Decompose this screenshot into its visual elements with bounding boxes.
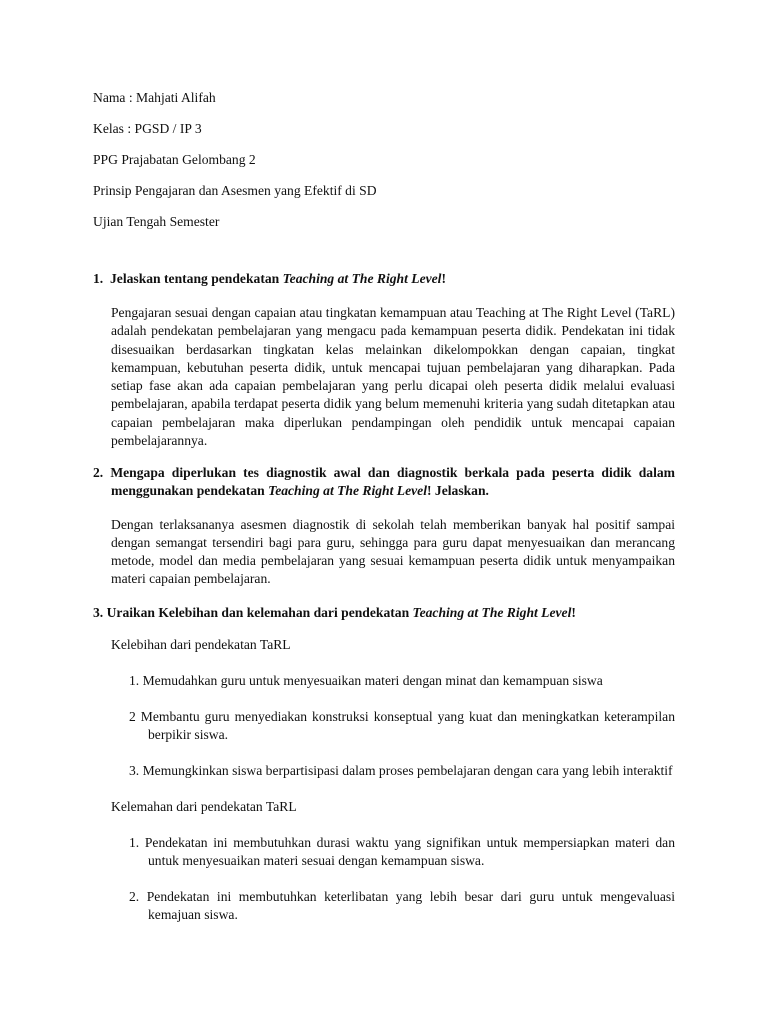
- kelemahan-title: Kelemahan dari pendekatan TaRL: [111, 799, 297, 815]
- question-1-suffix: !: [441, 271, 446, 286]
- kelemahan-item-1: 1. Pendekatan ini membutuhkan durasi waktu yang signifikan untuk mempersiapkan materi dan untuk menyesuaikan materi sesuai dengan kemampuan siswa.: [129, 835, 675, 869]
- question-2: [93, 464, 675, 500]
- question-2-suffix: ! Jelaskan.: [426, 483, 489, 499]
- question-2-number: 2.: [93, 465, 104, 481]
- question-1: [93, 270, 675, 288]
- question-2-emphasis: Teaching at The Right Level: [268, 483, 427, 499]
- question-1-emphasis: Teaching at The Right Level: [282, 271, 442, 286]
- question-3-number: 3.: [93, 605, 104, 621]
- student-name: Nama : Mahjati Alifah: [93, 90, 216, 105]
- course-title: Prinsip Pengajaran dan Asesmen yang Efektif di SD: [93, 183, 377, 198]
- kelebihan-item-3: 3. Memungkinkan siswa berpartisipasi dalam proses pembelajaran dengan cara yang lebih interaktif: [129, 763, 673, 779]
- kelemahan-item-2: 2. Pendekatan ini membutuhkan keterlibatan yang lebih besar dari guru untuk mengevaluasi kemajuan siswa.: [129, 889, 675, 923]
- question-3-suffix: !: [571, 605, 576, 621]
- question-2-text: Mengapa diperlukan tes diagnostik awal dan diagnostik berkala pada peserta didik dalam menggunakan pendekatan: [110, 465, 675, 499]
- answer-1: Pengajaran sesuai dengan capaian atau tingkatan kemampuan atau Teaching at The Right Level (TaRL) adalah pendekatan pembelajaran yang mengacu pada kemampuan peserta didik. Pendekatan ini tidak disesuaikan berdasarkan tingkatan kelas melainkan dikelompokkan dengan capaian, tingkat kemampuan, kebutuhan peserta didik, untuk mencapai tujuan pembelajaran yang diharapkan. Pada setiap fase akan ada capaian pembelajaran yang perlu dicapai oleh peserta didik melalui evaluasi pembelajaran, apabila terdapat peserta didik yang belum memenuhi kriteria yang sudah ditetapkan atau capaian pembelajaran maka diperlukan pendampingan oleh pendidik untuk mencapai capaian pembelajarannya.: [111, 305, 675, 449]
- kelebihan-title: Kelebihan dari pendekatan TaRL: [111, 637, 291, 653]
- exam-title: Ujian Tengah Semester: [93, 214, 220, 229]
- question-3-emphasis: Teaching at The Right Level: [412, 605, 572, 621]
- question-3: [93, 604, 675, 622]
- program-name: PPG Prajabatan Gelombang 2: [93, 152, 256, 167]
- kelebihan-item-2: 2 Membantu guru menyediakan konstruksi konseptual yang kuat dan meningkatkan keterampilan berpikir siswa.: [129, 709, 675, 743]
- student-class: Kelas : PGSD / IP 3: [93, 121, 202, 136]
- answer-2: Dengan terlaksananya asesmen diagnostik di sekolah telah memberikan banyak hal positif sampai dengan semangat tersendiri bagi para guru, sehingga para guru dapat menyesuaikan dan merancang metode, model dan media pembelajaran yang sesuai kemampuan peserta didik untuk menyampaikan materi capaian pembelajaran.: [111, 517, 675, 587]
- question-3-text: Uraikan Kelebihan dan kelemahan dari pendekatan: [106, 605, 413, 621]
- kelebihan-item-1: 1. Memudahkan guru untuk menyesuaikan materi dengan minat dan kemampuan siswa: [129, 673, 603, 689]
- question-1-number: 1.: [93, 271, 104, 286]
- question-1-text: Jelaskan tentang pendekatan: [110, 271, 283, 286]
